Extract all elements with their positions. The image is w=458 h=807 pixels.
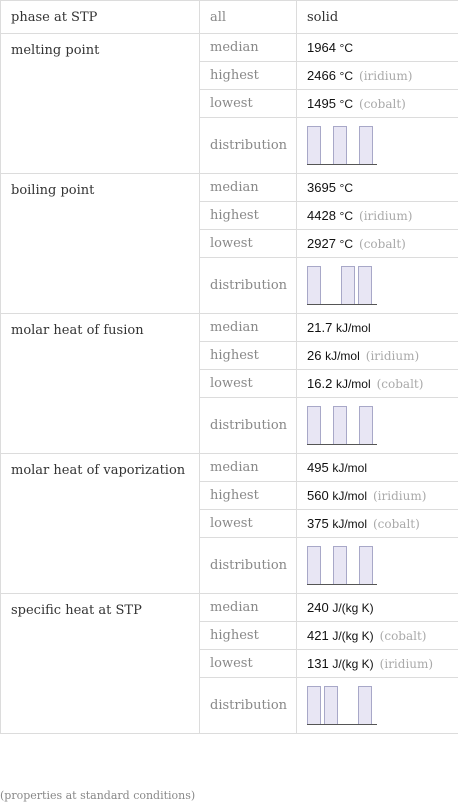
stat-value-cell [297, 202, 458, 230]
stat-element-note: (cobalt) [373, 517, 420, 531]
distribution-histogram [307, 546, 377, 586]
table-row [1, 314, 458, 342]
stat-unit: kJ/mol [332, 489, 367, 503]
stat-unit: kJ/mol [332, 461, 367, 475]
footnote: (properties at standard conditions) [0, 789, 196, 802]
property-name: specific heat at STP [1, 594, 200, 734]
stat-label: median [200, 34, 297, 62]
stat-value-cell [297, 314, 458, 342]
distribution-cell [297, 678, 458, 734]
stat-label: highest [200, 62, 297, 90]
stat-label: lowest [200, 510, 297, 538]
distribution-cell [297, 538, 458, 594]
stat-unit: °C [339, 237, 354, 251]
stat-value-cell [297, 90, 458, 118]
table-row [1, 454, 458, 482]
stat-value-cell [297, 34, 458, 62]
stat-value: 375 [307, 516, 329, 531]
histogram-bar [358, 686, 372, 724]
stat-value: 131 [307, 656, 329, 671]
histogram-bar [333, 126, 347, 164]
histogram-baseline [307, 304, 377, 305]
stat-label: highest [200, 202, 297, 230]
stat-unit: J/(kg K) [332, 657, 374, 671]
stat-label: distribution [200, 538, 297, 594]
stat-element-note: (cobalt) [359, 237, 406, 251]
stat-label: highest [200, 622, 297, 650]
table-row [1, 34, 458, 62]
stat-label: median [200, 174, 297, 202]
histogram-bar [333, 546, 347, 584]
stat-value: 421 [307, 628, 329, 643]
distribution-cell [297, 398, 458, 454]
distribution-cell [297, 258, 458, 314]
stat-value-cell [297, 62, 458, 90]
stat-unit: °C [339, 209, 354, 223]
stat-label: lowest [200, 650, 297, 678]
histogram-bar [307, 686, 321, 724]
stat-value-cell [297, 342, 458, 370]
property-name: molar heat of fusion [1, 314, 200, 454]
stat-label: lowest [200, 370, 297, 398]
stat-value: 16.2 [307, 376, 333, 391]
stat-element-note: (cobalt) [359, 97, 406, 111]
distribution-histogram [307, 686, 377, 726]
property-name: melting point [1, 34, 200, 174]
header-all-label: all [200, 1, 297, 34]
stat-label: highest [200, 482, 297, 510]
histogram-bar [358, 266, 372, 304]
histogram-bar [307, 266, 321, 304]
stat-label: highest [200, 342, 297, 370]
stat-value: 2927 [307, 236, 336, 251]
stat-unit: °C [339, 69, 354, 83]
stat-element-note: (iridium) [379, 657, 434, 671]
stat-value-cell [297, 174, 458, 202]
stat-value-cell [297, 230, 458, 258]
histogram-bar [359, 126, 373, 164]
stat-unit: J/(kg K) [332, 601, 374, 615]
stat-label: lowest [200, 90, 297, 118]
stat-label: median [200, 454, 297, 482]
stat-value: 2466 [307, 68, 336, 83]
histogram-bar [359, 406, 373, 444]
header-phase-label: phase at STP [1, 1, 200, 34]
stat-value: 4428 [307, 208, 336, 223]
stat-label: lowest [200, 230, 297, 258]
histogram-baseline [307, 444, 377, 445]
stat-value: 1964 [307, 40, 336, 55]
stat-element-note: (iridium) [359, 69, 413, 83]
stat-value: 560 [307, 488, 329, 503]
stat-element-note: (cobalt) [376, 377, 424, 391]
histogram-bar [341, 266, 355, 304]
stat-value: 21.7 [307, 320, 333, 335]
stat-unit: J/(kg K) [332, 629, 374, 643]
stat-label: median [200, 594, 297, 622]
histogram-bar [307, 126, 321, 164]
histogram-bar [333, 406, 347, 444]
stat-value: 1495 [307, 96, 336, 111]
histogram-bar [324, 686, 338, 724]
header-solid-label: solid [297, 1, 458, 34]
property-name: molar heat of vaporization [1, 454, 200, 594]
stat-value-cell [297, 622, 458, 650]
histogram-bar [307, 406, 321, 444]
property-name: boiling point [1, 174, 200, 314]
stat-value-cell [297, 482, 458, 510]
stat-value-cell [297, 510, 458, 538]
histogram-bar [359, 546, 373, 584]
stat-unit: °C [339, 181, 354, 195]
stat-label: distribution [200, 258, 297, 314]
stat-label: distribution [200, 398, 297, 454]
stat-value: 240 [307, 600, 329, 615]
stat-value: 495 [307, 460, 329, 475]
stat-value: 3695 [307, 180, 336, 195]
header-row [1, 1, 458, 34]
distribution-histogram [307, 406, 377, 446]
histogram-bar [307, 546, 321, 584]
stat-element-note: (iridium) [359, 209, 413, 223]
stat-value-cell [297, 370, 458, 398]
stat-label: distribution [200, 118, 297, 174]
stat-unit: °C [339, 97, 354, 111]
stat-element-note: (cobalt) [379, 629, 427, 643]
stat-element-note: (iridium) [365, 349, 420, 363]
histogram-baseline [307, 724, 377, 725]
stat-value-cell [297, 454, 458, 482]
histogram-baseline [307, 164, 377, 165]
stat-value-cell [297, 650, 458, 678]
stat-unit: kJ/mol [325, 349, 360, 363]
stat-label: distribution [200, 678, 297, 734]
table-row [1, 594, 458, 622]
distribution-cell [297, 118, 458, 174]
stat-unit: kJ/mol [332, 517, 367, 531]
table-row [1, 174, 458, 202]
stat-value: 26 [307, 348, 322, 363]
stat-element-note: (iridium) [373, 489, 427, 503]
distribution-histogram [307, 126, 377, 166]
stat-unit: kJ/mol [335, 321, 371, 335]
stat-value-cell [297, 594, 458, 622]
stat-unit: kJ/mol [335, 377, 371, 391]
stat-label: median [200, 314, 297, 342]
histogram-baseline [307, 584, 377, 585]
distribution-histogram [307, 266, 377, 306]
stat-unit: °C [339, 41, 354, 55]
